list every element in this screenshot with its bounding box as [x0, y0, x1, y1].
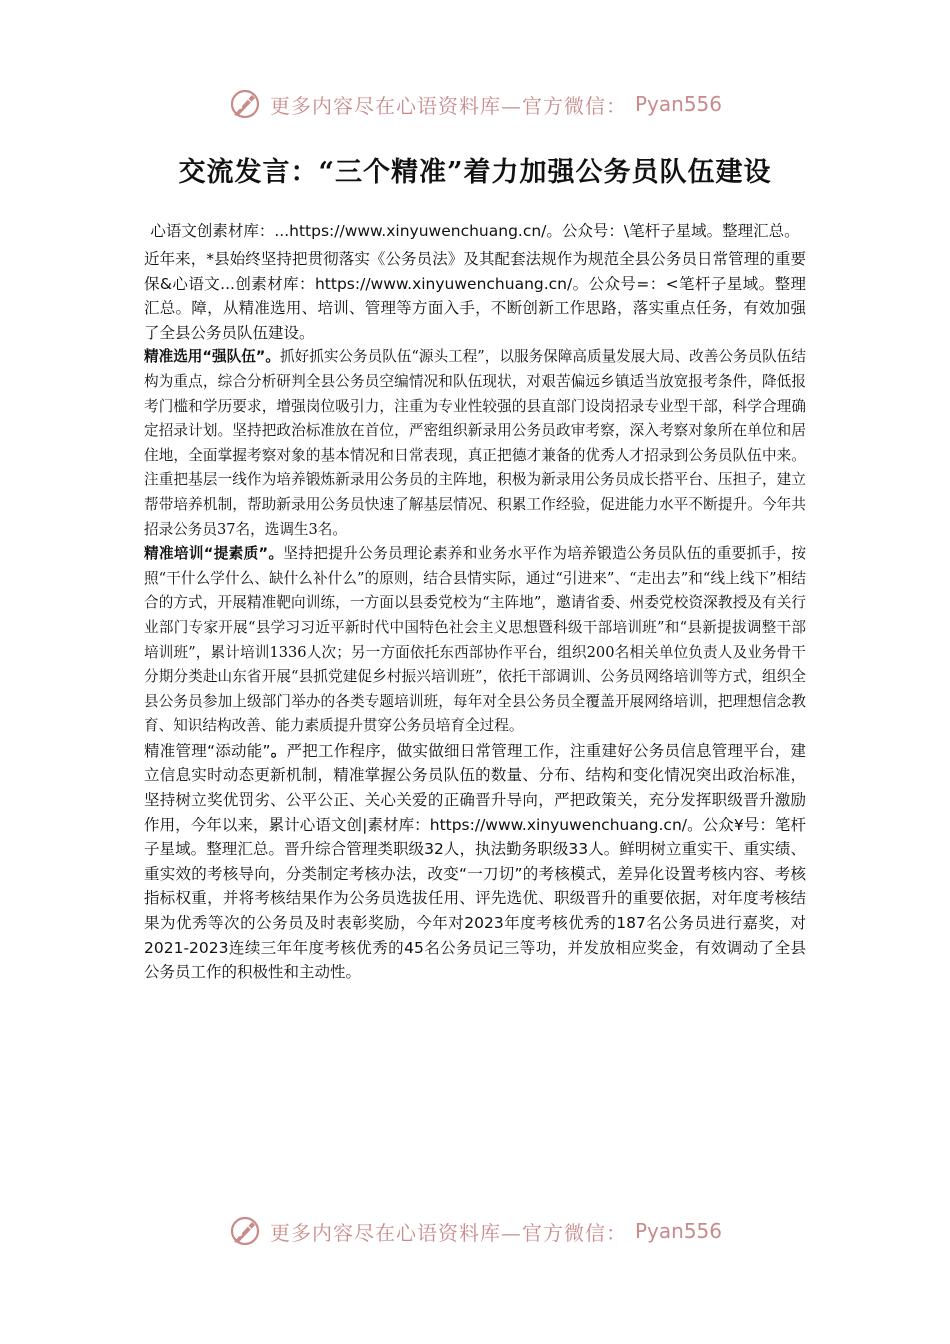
quill-logo-icon — [228, 1214, 262, 1248]
watermark-banner-bottom — [0, 1209, 950, 1253]
section-heading-1: 精准选用“强队伍” — [144, 348, 266, 366]
watermark-text: 更多内容尽在心语资料库—官方微信： — [269, 1220, 627, 1245]
section-body-1: 抓好抓实公务员队伍“源头工程”，以服务保障高质量发展大局、改善公务员队伍结构为重点，综合分析研判全县公务员空编情况和队伍现状，对艰苦偏远乡镇适当放宽报考条件，降低报考门槛和学历要求，增强岗位吸引力，注重为专业性较强的县直部门设岗招录专业型干部，科学合理确定招录计划。坚持把政治标准放在首位，严密组织新录用公务员政审考察，深入考察对象所在单位和居住地，全面掌握考察对象的基本情况和日常表现，真正把德才兼备的优秀人才招录到公务员队伍中来。注重把基层一线作为培养锻炼新录用公务员的主阵地，积极为新录用公务员成长搭平台、压担子，建立帮带培养机制，帮助新录用公务员快速了解基层情况、积累工作经验，促进能力水平不断提升。今年共招录公务员37名，选调生3名。 — [144, 348, 806, 538]
intro-paragraph: 近年来，*县始终坚持把贯彻落实《公务员法》及其配套法规作为规范全县公务员日常管理的重要保&心语文...创素材库：https://www.xinyuwenchuang.cn/。公众号=：<笔杆子星域。整理汇总。障，从精准选用、培训、管理等方面入手，不断创新工作思路，落实重点任务，有效加强了全县公务员队伍建设。 — [144, 250, 806, 342]
section-paragraph-3: 精准管理“添动能”。严把工作程序，做实做细日常管理工作，注重建好公务员信息管理平台，建立信息实时动态更新机制，精准掌握公务员队伍的数量、分布、结构和变化情况突出政治标准，坚持树立奖优罚劣、公平公正、关心关爱的正确晋升导向，严把政策关，充分发挥职级晋升激励作用，今年以来，累计心语文创|素材库：https://www.xinyuwenchuang.cn/。公众¥号：笔杆子星域。整理汇总。晋升综合管理类职级32人，执法勤务职级33人。鲜明树立重实干、重实绩、重实效的考核导向，分类制定考核办法，改变“一刀切”的考核模式，差异化设置考核内容、考核指标权重，并将考核结果作为公务员选拔任用、评先选优、职级晋升的重要依据，对年度考核结果为优秀等次的公务员及时表彰奖励，今年对2023年度考核优秀的187名公务员进行嘉奖，对2021-2023连续三年年度考核优秀的45名公务员记三等功，并发放相应奖金，有效调动了全县公务员工作的积极性和主动性。 — [144, 741, 806, 982]
section-paragraph-2: 精准培训“提素质”。坚持把提升公务员理论素养和业务水平作为培养锻造公务员队伍的重要抓手，按照“干什么学什么、缺什么补什么”的原则，结合县情实际，通过“引进来”、“走出去”和“线上线下”相结合的方式，开展精准靶向训练，一方面以县委党校为“主阵地”，邀请省委、州委党校资深教授及有关行业部门专家开展“县学习习近平新时代中国特色社会主义思想暨科级干部培训班”和“县新提拔调整干部培训班”，累计培训1336人次；另一方面依托东西部协作平台，组织200名相关单位负责人及业务骨干分期分类赴山东省开展“县抓党建促乡村振兴培训班”，依托干部调训、公务员网络培训等方式，组织全县公务员参加上级部门举办的各类专题培训班，每年对全县公务员全覆盖开展网络培训，把理想信念教育、知识结构改善、能力素质提升贯穿公务员培育全过程。 — [144, 545, 806, 735]
document-body — [144, 220, 806, 985]
watermark-wechat-id: Pyan556 — [634, 1219, 722, 1243]
watermark-banner-top — [0, 82, 950, 126]
watermark-text: 更多内容尽在心语资料库—官方微信： — [269, 93, 627, 118]
section-heading-3: 精准管理“添动能” — [144, 741, 271, 760]
section-body-2: 坚持把提升公务员理论素养和业务水平作为培养锻造公务员队伍的重要抓手，按照“干什么学什么、缺什么补什么”的原则，结合县情实际，通过“引进来”、“走出去”和“线上线下”相结合的方式，开展精准靶向训练，一方面以县委党校为“主阵地”，邀请省委、州委党校资深教授及有关行业部门专家开展“县学习习近平新时代中国特色社会主义思想暨科级干部培训班”和“县新提拔调整干部培训班”，累计培训1336人次；另一方面依托东西部协作平台，组织200名相关单位负责人及业务骨干分期分类赴山东省开展“县抓党建促乡村振兴培训班”，依托干部调训、公务员网络培训等方式，组织全县公务员参加上级部门举办的各类专题培训班，每年对全县公务员全覆盖开展网络培训，把理想信念教育、知识结构改善、能力素质提升贯穿公务员培育全过程。 — [144, 545, 806, 735]
watermark-wechat-id: Pyan556 — [634, 92, 722, 116]
quill-logo-icon — [228, 87, 262, 121]
section-body-3: 严把工作程序，做实做细日常管理工作，注重建好公务员信息管理平台，建立信息实时动态更新机制，精准掌握公务员队伍的数量、分布、结构和变化情况突出政治标准，坚持树立奖优罚劣、公平公正、关心关爱的正确晋升导向，严把政策关，充分发挥职级晋升激励作用，今年以来，累计心语文创|素材库：https://www.xinyuwenchuang.cn/。公众¥号：笔杆子星域。整理汇总。晋升综合管理类职级32人，执法勤务职级33人。鲜明树立重实干、重实绩、重实效的考核导向，分类制定考核办法，改变“一刀切”的考核模式，差异化设置考核内容、考核指标权重，并将考核结果作为公务员选拔任用、评先选优、职级晋升的重要依据，对年度考核结果为优秀等次的公务员及时表彰奖励，今年对2023年度考核优秀的187名公务员进行嘉奖，对2021-2023连续三年年度考核优秀的45名公务员记三等功，并发放相应奖金，有效调动了全县公务员工作的积极性和主动性。 — [144, 741, 806, 982]
document-title: 交流发言：“三个精准”着力加强公务员队伍建设 — [178, 157, 772, 188]
section-paragraph-1: 精准选用“强队伍”。抓好抓实公务员队伍“源头工程”，以服务保障高质量发展大局、改善公务员队伍结构为重点，综合分析研判全县公务员空编情况和队伍现状，对艰苦偏远乡镇适当放宽报考条件，降低报考门槛和学历要求，增强岗位吸引力，注重为专业性较强的县直部门设岗招录专业型干部，科学合理确定招录计划。坚持把政治标准放在首位，严密组织新录用公务员政审考察，深入考察对象所在单位和居住地，全面掌握考察对象的基本情况和日常表现，真正把德才兼备的优秀人才招录到公务员队伍中来。注重把基层一线作为培养锻炼新录用公务员的主阵地，积极为新录用公务员成长搭平台、压担子，建立帮带培养机制，帮助新录用公务员快速了解基层情况、积累工作经验，促进能力水平不断提升。今年共招录公务员37名，选调生3名。 — [144, 348, 806, 538]
section-heading-2: 精准培训“提素质” — [144, 545, 269, 563]
source-line: 心语文创素材库：...https://www.xinyuwenchuang.cn/。公众号：\笔杆子星域。整理汇总。 — [150, 222, 800, 240]
